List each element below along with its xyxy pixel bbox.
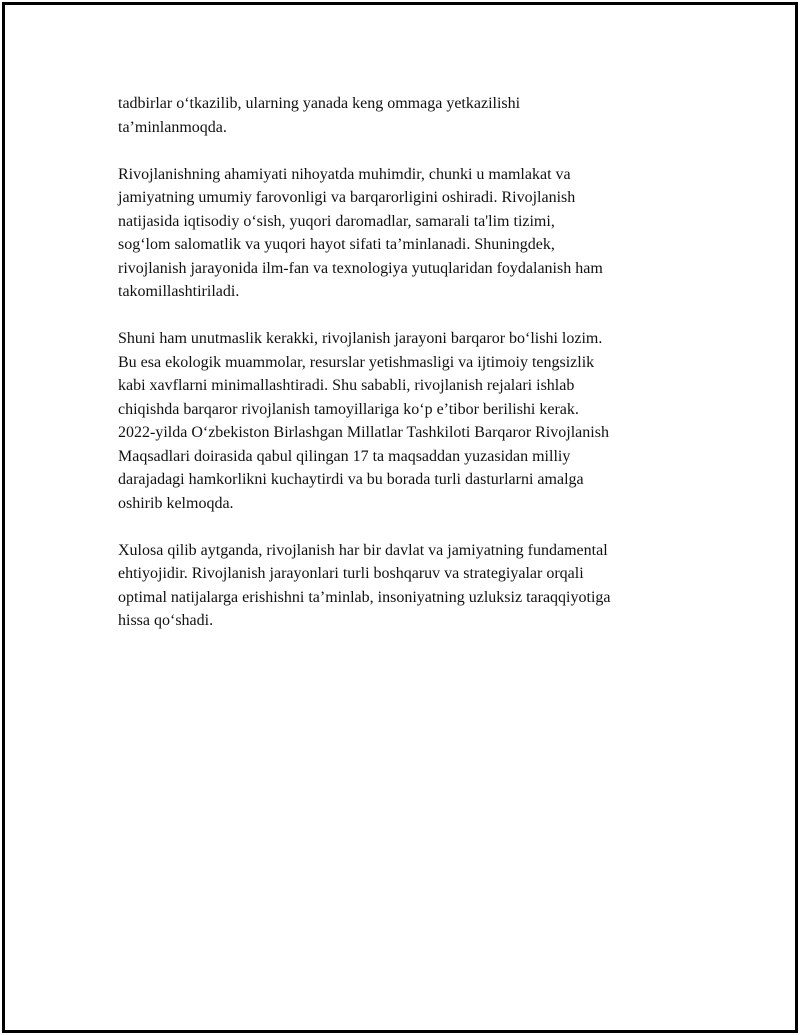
paragraph-1: tadbirlar o‘tkazilib, ularning yanada keng ommaga yetkazilishi ta’minlanmoqda. xyxy=(118,95,521,136)
paragraph-2: Rivojlanishning ahamiyati nihoyatda muhimdir, chunki u mamlakat va jamiyatning umumiy farovonligi va barqarorligini oshiradi. Rivojlanish natijasida iqtisodiy o‘sish, yuqori daromadlar, samarali ta'lim tizimi, sog‘lom salomatlik va yuqori hayot sifati ta’minlanadi. Shuningdek, rivojlanish jarayonida ilm-fan va texnologiya yutuqlaridan foydalanish ham takomillashtiriladi. xyxy=(118,165,603,300)
paragraph-3: Shuni ham unutmaslik kerakki, rivojlanish jarayoni barqaror bo‘lishi lozim. Bu esa ekologik muammolar, resurslar yetishmasligi va ijtimoiy tengsizlik kabi xavflarni minimallashtiradi. Shu sababli, rivojlanish rejalari ishlab chiqishda barqaror rivojlanish tamoyillariga ko‘p e’tibor berilishi kerak. 2022-yilda O‘zbekiston Birlashgan Millatlar Tashkiloti Barqaror Rivojlanish Maqsadlari doirasida qabul qilingan 17 ta maqsaddan yuzasidan milliy darajadagi hamkorlikni kuchaytirdi va bu borada turli dasturlarni amalga oshirib kelmoqda. xyxy=(118,330,609,512)
document-body xyxy=(118,92,708,656)
paragraph-4: Xulosa qilib aytganda, rivojlanish har bir davlat va jamiyatning fundamental ehtiyojidir. Rivojlanish jarayonlari turli boshqaruv va strategiyalar orqali optimal natijalarga erishishni ta’minlab, insoniyatning uzluksiz taraqqiyotiga hissa qo‘shadi. xyxy=(118,541,611,629)
